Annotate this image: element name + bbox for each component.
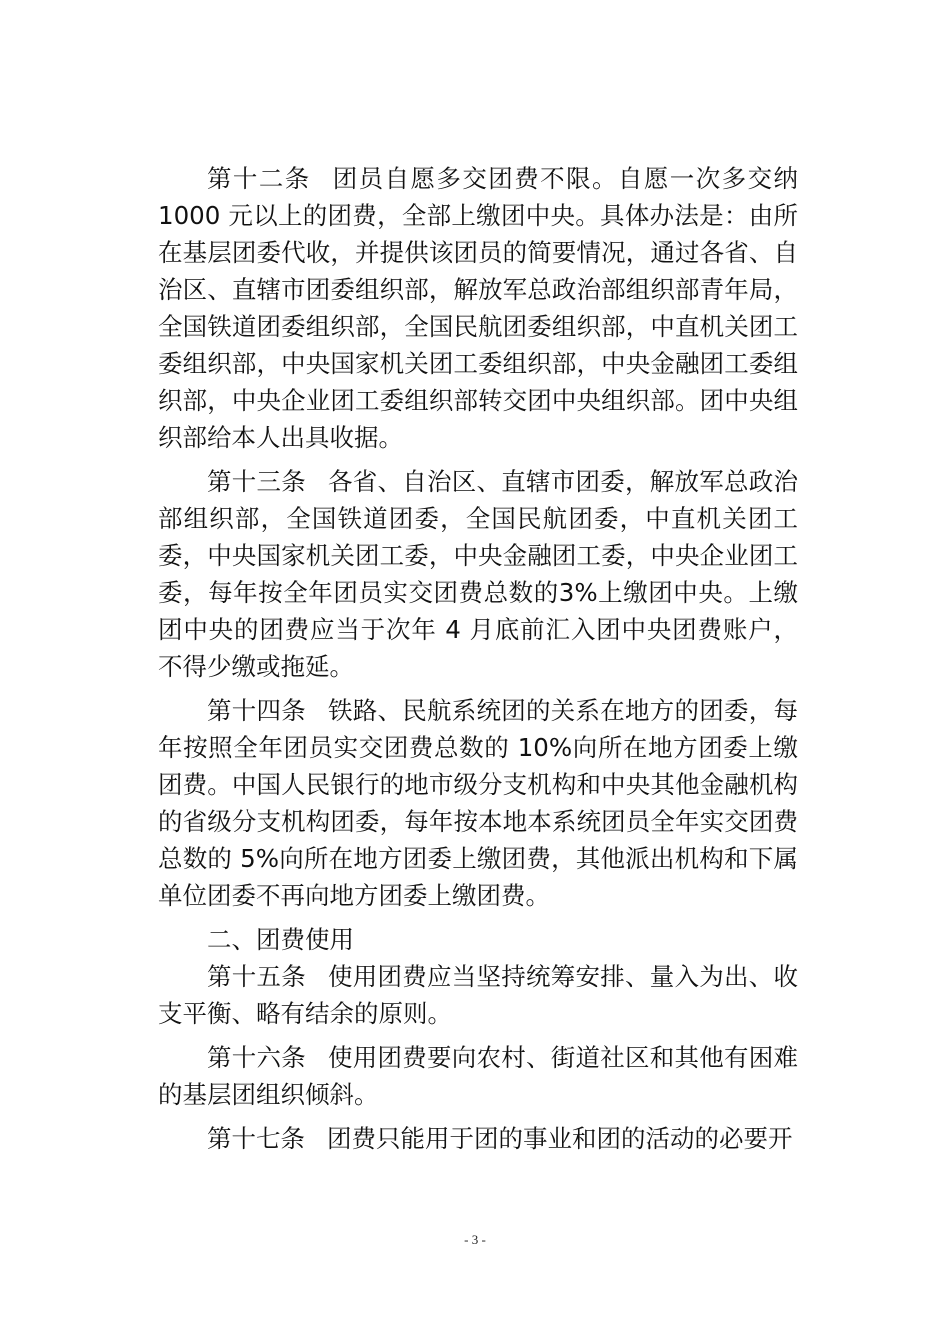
article-16-paragraph: [158, 1039, 798, 1113]
article-16-number: 第十六条: [207, 1043, 306, 1072]
article-16-text: 使用团费要向农村、街道社区和其他有困难的基层团组织倾斜。: [158, 1043, 798, 1109]
article-12-text: 团员自愿多交团费不限。自愿一次多交纳1000 元以上的团费，全部上缴团中央。具体办法是：由所在基层团委代收，并提供该团员的简要情况，通过各省、自治区、直辖市团委组织部，解放军总政治部组织部青年局，全国铁道团委组织部，全国民航团委组织部，中直机关团工委组织部，中央国家机关团工委组织部，中央金融团工委组织部，中央企业团工委组织部转交团中央组织部。团中央组织部给本人出具收据。: [158, 164, 799, 452]
article-13-text: 各省、自治区、直辖市团委，解放军总政治部组织部，全国铁道团委，全国民航团委，中直机关团工委，中央国家机关团工委，中央金融团工委，中央企业团工委，每年按全年团员实交团费总数的3%上缴团中央。上缴团中央的团费应当于次年 4 月底前汇入团中央团费账户，不得少缴或拖延。: [158, 467, 798, 681]
page-number: - 3 -: [464, 1232, 486, 1247]
article-14-paragraph: [158, 692, 798, 914]
article-13-paragraph: [158, 463, 798, 685]
section-heading-text: 二、团费使用: [207, 925, 354, 954]
article-12-paragraph: [158, 160, 798, 456]
article-15-number: 第十五条: [207, 962, 306, 991]
section-heading: [158, 921, 798, 958]
article-17-text: 团费只能用于团的事业和团的活动的必要开: [327, 1124, 793, 1153]
article-15-paragraph: [158, 958, 798, 1032]
article-12-number: 第十二条: [207, 164, 311, 193]
article-14-text: 铁路、民航系统团的关系在地方的团委，每年按照全年团员实交团费总数的 10%向所在地方团委上缴团费。中国人民银行的地市级分支机构和中央其他金融机构的省级分支机构团委，每年按本地本系统团员全年实交团费总数的 5%向所在地方团委上缴团费，其他派出机构和下属单位团委不再向地方团委上缴团费。: [158, 696, 798, 910]
article-13-number: 第十三条: [207, 467, 306, 496]
article-17-paragraph: [158, 1120, 798, 1157]
document-body: [158, 160, 798, 1164]
article-15-text: 使用团费应当坚持统筹安排、量入为出、收支平衡、略有结余的原则。: [158, 962, 798, 1028]
article-17-number: 第十七条: [207, 1124, 305, 1153]
article-14-number: 第十四条: [207, 696, 306, 725]
